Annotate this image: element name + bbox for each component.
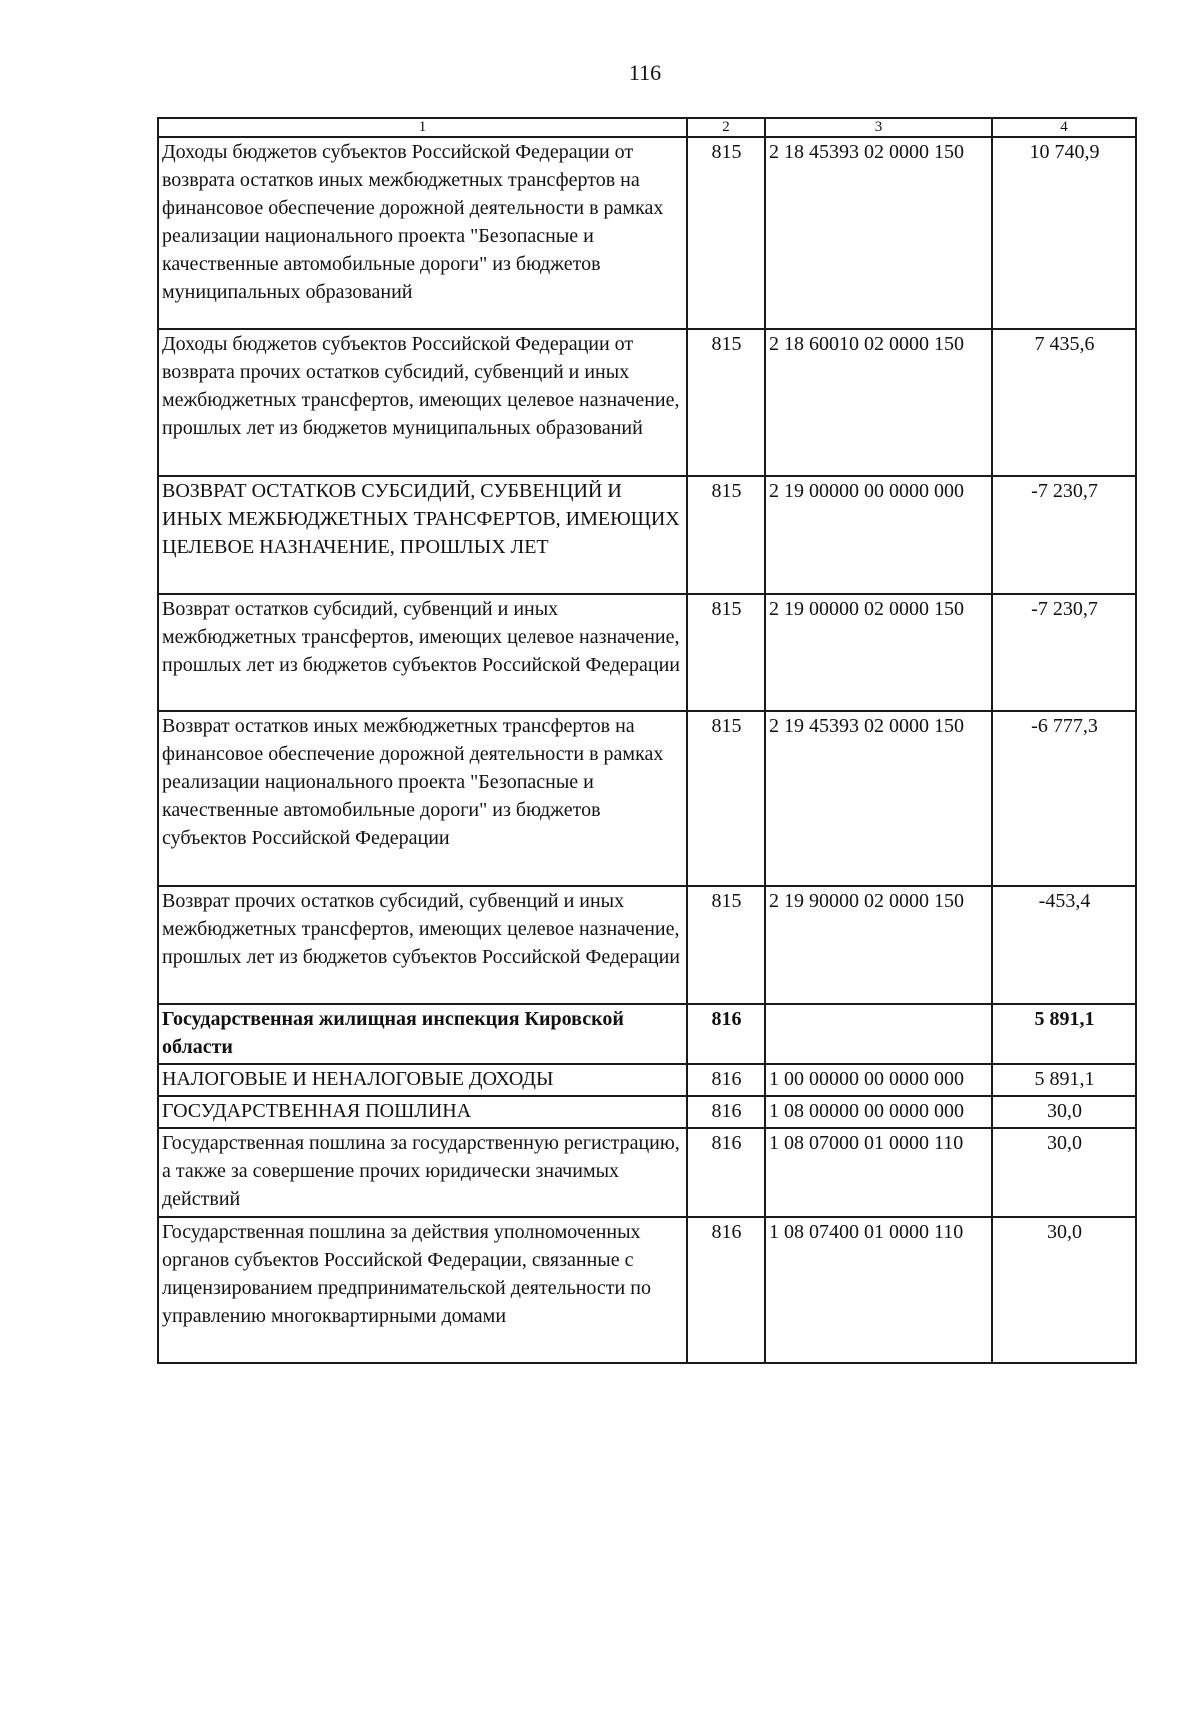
table-row <box>158 329 1136 476</box>
row-amount: 30,0 <box>992 1217 1136 1363</box>
row-amount: 5 891,1 <box>992 1064 1136 1096</box>
row-name: НАЛОГОВЫЕ И НЕНАЛОГОВЫЕ ДОХОДЫ <box>158 1064 687 1096</box>
table-row <box>158 1128 1136 1217</box>
row-name: Доходы бюджетов субъектов Российской Федерации от возврата остатков иных межбюджетных трансфертов на финансовое обеспечение дорожной деятельности в рамках реализации национального проекта "Безопасные и качественные автомобильные дороги" из бюджетов муниципальных образований <box>158 137 687 329</box>
row-budget-code <box>765 1004 992 1064</box>
row-budget-code: 1 08 07400 01 0000 110 <box>765 1217 992 1363</box>
row-admin-code: 816 <box>687 1217 765 1363</box>
row-admin-code: 816 <box>687 1004 765 1064</box>
row-amount: 30,0 <box>992 1128 1136 1217</box>
table-row <box>158 1217 1136 1363</box>
table-row <box>158 1096 1136 1128</box>
column-header-2: 2 <box>687 118 765 137</box>
row-budget-code: 2 18 60010 02 0000 150 <box>765 329 992 476</box>
table-row <box>158 711 1136 886</box>
column-header-1: 1 <box>158 118 687 137</box>
row-amount: 10 740,9 <box>992 137 1136 329</box>
budget-table <box>157 117 1137 1364</box>
row-admin-code: 815 <box>687 711 765 886</box>
row-amount: -7 230,7 <box>992 594 1136 711</box>
column-header-4: 4 <box>992 118 1136 137</box>
row-budget-code: 1 00 00000 00 0000 000 <box>765 1064 992 1096</box>
row-admin-code: 816 <box>687 1128 765 1217</box>
row-admin-code: 815 <box>687 886 765 1004</box>
row-name: Государственная жилищная инспекция Кировской области <box>158 1004 687 1064</box>
row-admin-code: 815 <box>687 329 765 476</box>
row-amount: -453,4 <box>992 886 1136 1004</box>
row-name: ВОЗВРАТ ОСТАТКОВ СУБСИДИЙ, СУБВЕНЦИЙ И ИНЫХ МЕЖБЮДЖЕТНЫХ ТРАНСФЕРТОВ, ИМЕЮЩИХ ЦЕЛЕВОЕ НАЗНАЧЕНИЕ, ПРОШЛЫХ ЛЕТ <box>158 476 687 594</box>
row-admin-code: 815 <box>687 137 765 329</box>
row-amount: -7 230,7 <box>992 476 1136 594</box>
row-name: ГОСУДАРСТВЕННАЯ ПОШЛИНА <box>158 1096 687 1128</box>
row-amount: -6 777,3 <box>992 711 1136 886</box>
row-admin-code: 815 <box>687 594 765 711</box>
page-number: 116 <box>628 60 662 85</box>
table-row <box>158 476 1136 594</box>
row-name: Государственная пошлина за действия уполномоченных органов субъектов Российской Федерации, связанные с лицензированием предпринимательской деятельности по управлению многоквартирными домами <box>158 1217 687 1363</box>
row-budget-code: 2 18 45393 02 0000 150 <box>765 137 992 329</box>
row-budget-code: 2 19 45393 02 0000 150 <box>765 711 992 886</box>
table-row <box>158 1064 1136 1096</box>
row-amount: 30,0 <box>992 1096 1136 1128</box>
row-budget-code: 2 19 00000 02 0000 150 <box>765 594 992 711</box>
table-row <box>158 886 1136 1004</box>
row-budget-code: 2 19 90000 02 0000 150 <box>765 886 992 1004</box>
row-amount: 7 435,6 <box>992 329 1136 476</box>
row-name: Возврат прочих остатков субсидий, субвенций и иных межбюджетных трансфертов, имеющих целевое назначение, прошлых лет из бюджетов субъектов Российской Федерации <box>158 886 687 1004</box>
row-budget-code: 1 08 07000 01 0000 110 <box>765 1128 992 1217</box>
row-admin-code: 815 <box>687 476 765 594</box>
row-name: Государственная пошлина за государственную регистрацию, а также за совершение прочих юридически значимых действий <box>158 1128 687 1217</box>
column-header-3: 3 <box>765 118 992 137</box>
row-budget-code: 2 19 00000 00 0000 000 <box>765 476 992 594</box>
table-row <box>158 594 1136 711</box>
table-row <box>158 137 1136 329</box>
row-admin-code: 816 <box>687 1096 765 1128</box>
table-row-section <box>158 1004 1136 1064</box>
row-budget-code: 1 08 00000 00 0000 000 <box>765 1096 992 1128</box>
row-amount: 5 891,1 <box>992 1004 1136 1064</box>
row-name: Доходы бюджетов субъектов Российской Федерации от возврата прочих остатков субсидий, субвенций и иных межбюджетных трансфертов, имеющих целевое назначение, прошлых лет из бюджетов муниципальных образований <box>158 329 687 476</box>
row-admin-code: 816 <box>687 1064 765 1096</box>
table-header-row <box>158 118 1136 137</box>
row-name: Возврат остатков иных межбюджетных трансфертов на финансовое обеспечение дорожной деятельности в рамках реализации национального проекта "Безопасные и качественные автомобильные дороги" из бюджетов субъектов Российской Федерации <box>158 711 687 886</box>
row-name: Возврат остатков субсидий, субвенций и иных межбюджетных трансфертов, имеющих целевое назначение, прошлых лет из бюджетов субъектов Российской Федерации <box>158 594 687 711</box>
